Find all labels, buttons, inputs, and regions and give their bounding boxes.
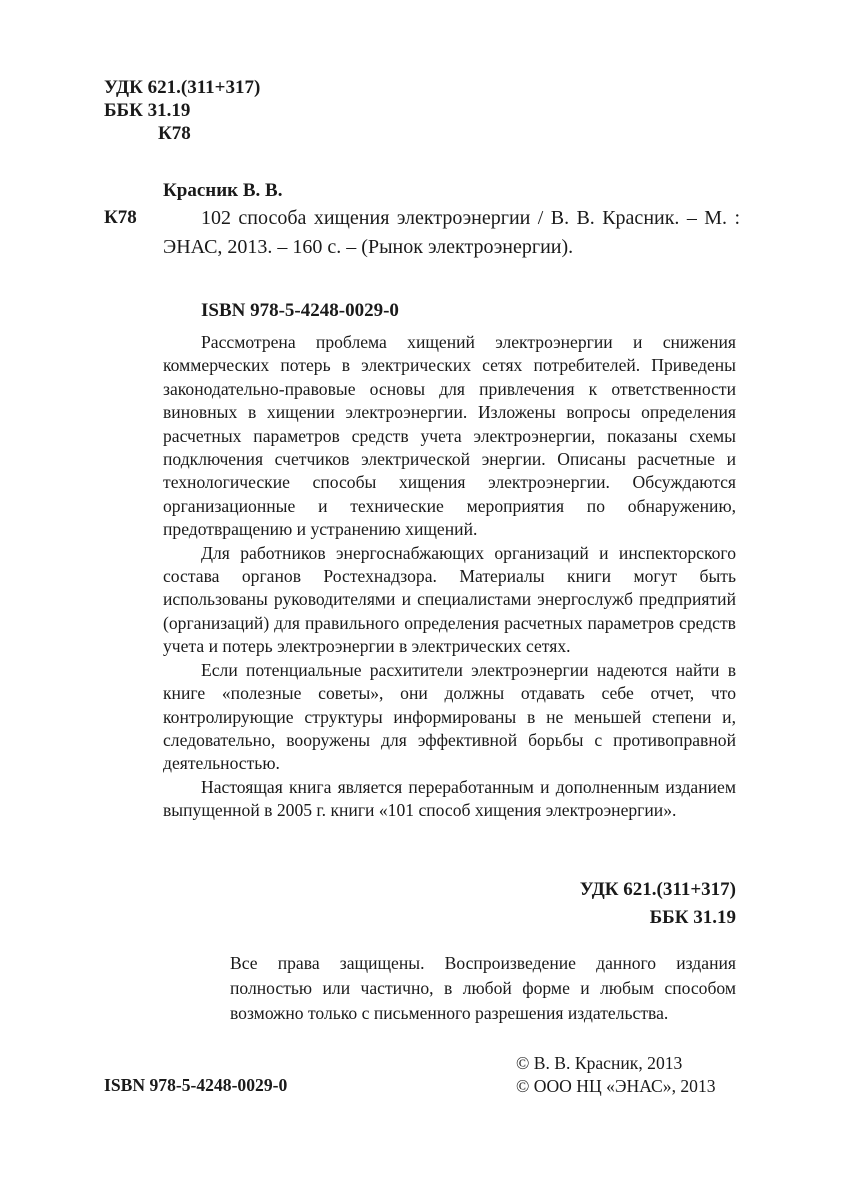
copyright-author: © В. В. Красник, 2013 [516,1053,683,1073]
copyright-block [516,1052,716,1098]
rights-notice: Все права защищены. Воспроизведение данного издания полностью или частично, в любой форме и любым способом возможно только с письменного разрешения издательства. [230,953,736,1023]
annotation-paragraph: Рассмотрена проблема хищений электроэнергии и снижения коммерческих потерь в электрических сетях потребителей. Приведены законодательно-правовые основы для привлечения к ответственности виновных в хищении электроэнергии. Изложены вопросы определения расчетных параметров средств учета электроэнергии, показаны схемы подключения счетчиков электрической энергии. Описаны расчетные и технологические способы хищения электроэнергии. Обсуждаются организационные и технические мероприятия по обнаружению, предотвращению и устранению хищений. [163,332,736,540]
annotation-paragraph: Для работников энергоснабжающих организаций и инспекторского состава органов Ростехнадзора. Материалы книги могут быть использованы руководителями и специалистами энергослужб предприятий (организаций) для правильного определения расчетных параметров средств учета и потерь электроэнергии в электрических сетях. [163,542,736,657]
isbn-entry: ISBN 978-5-4248-0029-0 [201,300,399,321]
udk-code-right: УДК 621.(311+317) [579,879,736,900]
author-mark-margin: К78 [104,207,137,228]
title-description: 102 способа хищения электроэнергии / В. В. Красник. – М. : ЭНАС, 2013. – 160 с. – (Рынок электроэнергии). [163,207,740,258]
author-mark-top: К78 [158,123,191,144]
annotation [163,331,736,823]
bbk-code: ББК 31.19 [104,100,191,121]
author-name: Красник В. В. [163,180,283,201]
annotation-paragraph: Настоящая книга является переработанным и дополненным изданием выпущенной в 2005 г. книги «101 способ хищения электроэнергии». [163,776,736,821]
classification-block-top [104,76,260,145]
udk-code: УДК 621.(311+317) [104,77,261,98]
isbn-footer: ISBN 978-5-4248-0029-0 [104,1075,288,1095]
bbk-code-right: ББК 31.19 [649,907,736,928]
copyright-publisher: © ООО НЦ «ЭНАС», 2013 [516,1076,716,1096]
annotation-paragraph: Если потенциальные расхитители электроэнергии надеются найти в книге «полезные советы», они должны отдавать себе отчет, что контролирующие структуры информированы в не меньшей степени и, следовательно, вооружены для эффективной борьбы с противоправной деятельностью. [163,659,736,774]
classification-block-right [580,876,736,932]
